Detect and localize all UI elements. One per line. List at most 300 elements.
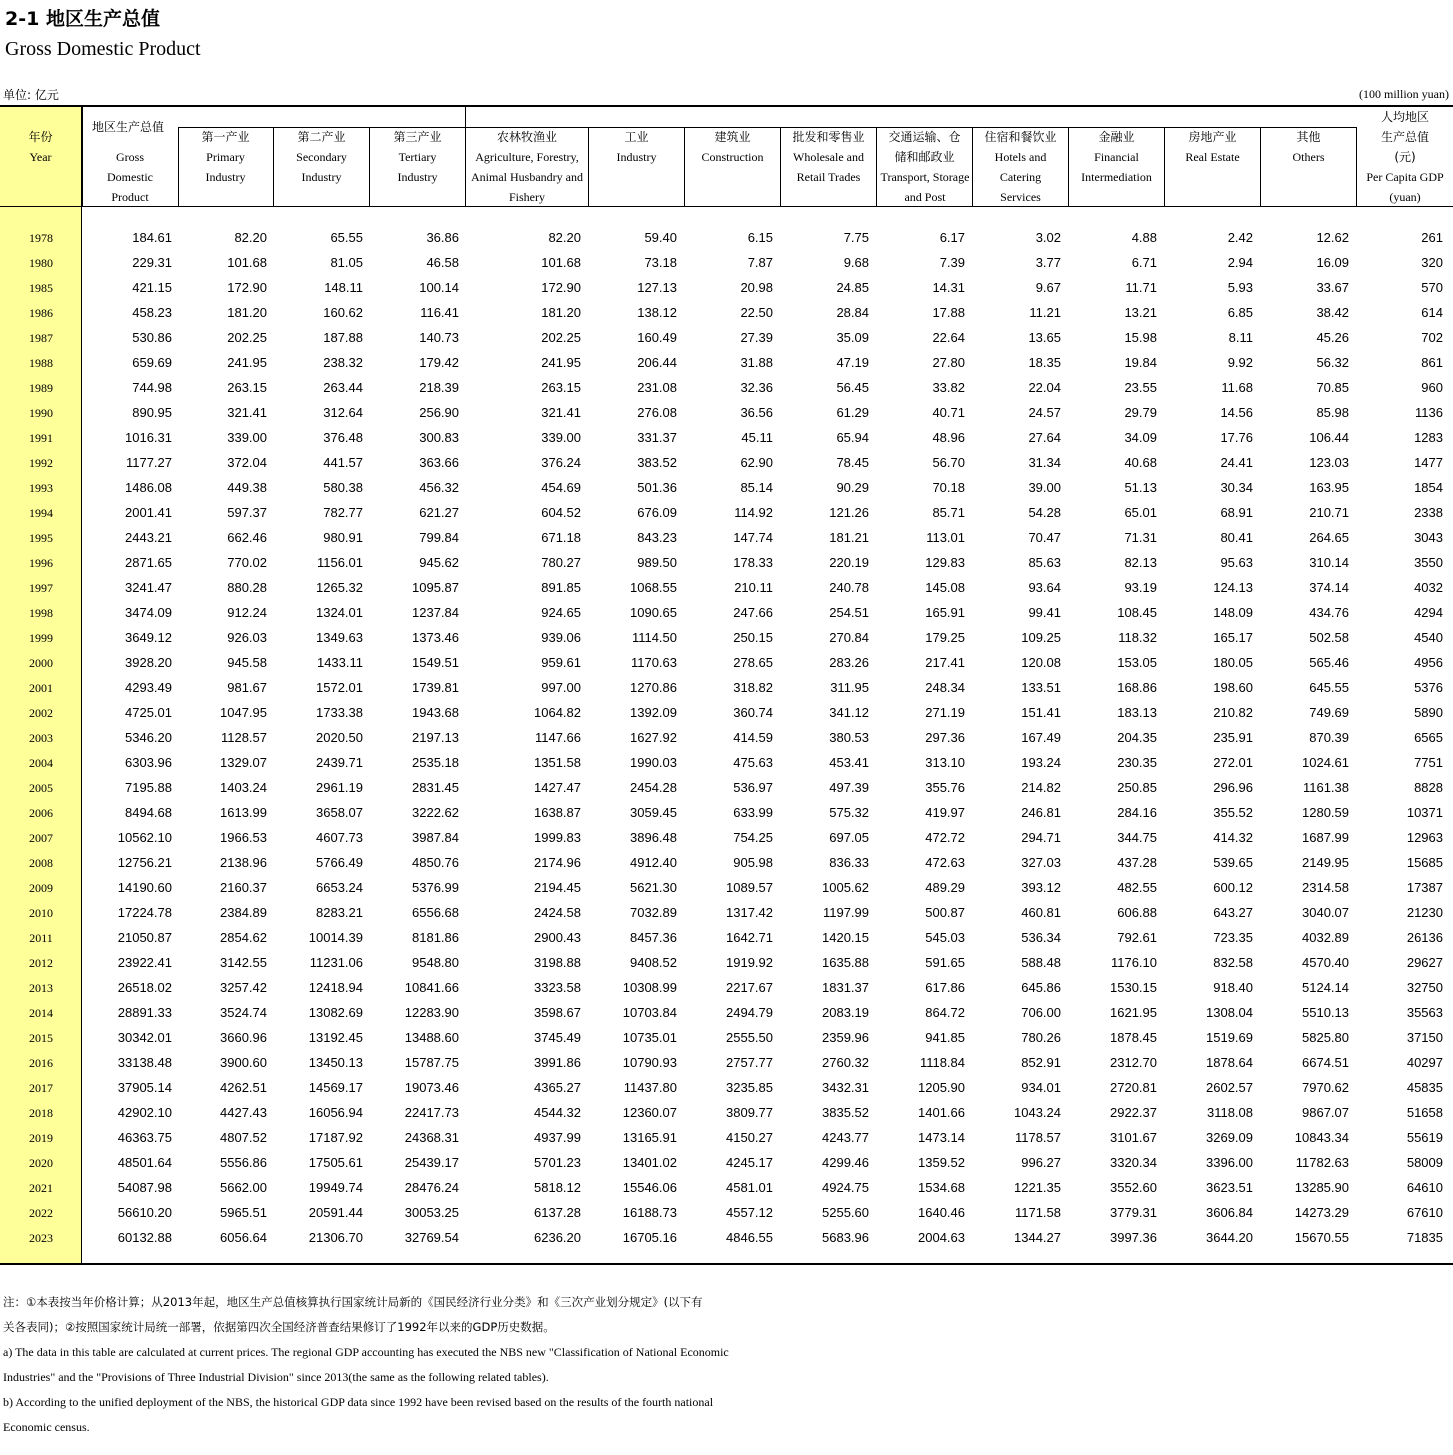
cell-year: 1993 xyxy=(29,481,53,495)
cell-realestate: 3396.00 xyxy=(1206,1155,1253,1170)
cell-percapita: 3550 xyxy=(1414,555,1443,570)
cell-finance: 344.75 xyxy=(1117,830,1157,845)
cell-wholesale: 78.45 xyxy=(836,455,869,470)
cell-primary: 597.37 xyxy=(227,505,267,520)
cell-industry: 1990.03 xyxy=(630,755,677,770)
cell-others: 2314.58 xyxy=(1302,880,1349,895)
cell-transport: 17.88 xyxy=(932,305,965,320)
cell-others: 123.03 xyxy=(1309,455,1349,470)
cell-secondary: 580.38 xyxy=(323,480,363,495)
cell-transport: 2004.63 xyxy=(918,1230,965,1245)
cell-others: 106.44 xyxy=(1309,430,1349,445)
cell-percapita: 51658 xyxy=(1406,1105,1443,1120)
cell-secondary: 10014.39 xyxy=(308,930,363,945)
cell-construction: 6.15 xyxy=(747,230,773,245)
table-row xyxy=(0,601,1453,626)
cell-secondary: 187.88 xyxy=(323,330,363,345)
cell-year: 2022 xyxy=(29,1206,53,1220)
table-row xyxy=(0,476,1453,501)
cell-transport: 70.18 xyxy=(932,480,965,495)
cell-others: 1024.61 xyxy=(1302,755,1349,770)
cell-agri: 604.52 xyxy=(541,505,581,520)
cell-others: 374.14 xyxy=(1309,580,1349,595)
cell-tertiary: 4850.76 xyxy=(412,855,459,870)
cell-finance: 250.85 xyxy=(1117,780,1157,795)
cell-construction: 4846.55 xyxy=(726,1230,773,1245)
cell-construction: 4245.17 xyxy=(726,1155,773,1170)
cell-gdp: 30342.01 xyxy=(117,1030,172,1045)
cell-finance: 2312.70 xyxy=(1110,1055,1157,1070)
cell-others: 15670.55 xyxy=(1294,1230,1349,1245)
cell-percapita: 12963 xyxy=(1406,830,1443,845)
cell-wholesale: 1635.88 xyxy=(822,955,869,970)
cell-percapita: 40297 xyxy=(1406,1055,1443,1070)
cell-construction: 2217.67 xyxy=(726,980,773,995)
unit-label-en: (100 million yuan) xyxy=(1359,87,1449,101)
cell-construction: 1919.92 xyxy=(726,955,773,970)
cell-industry: 10703.84 xyxy=(622,1005,677,1020)
cell-realestate: 8.11 xyxy=(1228,330,1253,345)
cell-gdp: 1486.08 xyxy=(125,480,172,495)
table-row xyxy=(0,1101,1453,1126)
cell-percapita: 2338 xyxy=(1414,505,1443,520)
table-rows xyxy=(0,226,1453,1251)
cell-finance: 1530.15 xyxy=(1110,980,1157,995)
cell-agri: 1351.58 xyxy=(534,755,581,770)
cell-secondary: 1572.01 xyxy=(316,680,363,695)
cell-percapita: 4540 xyxy=(1414,630,1443,645)
cell-construction: 2555.50 xyxy=(726,1030,773,1045)
cell-secondary: 3658.07 xyxy=(316,805,363,820)
cell-percapita: 570 xyxy=(1421,280,1443,295)
cell-agri: 3323.58 xyxy=(534,980,581,995)
cell-construction: 1089.57 xyxy=(726,880,773,895)
cell-hotels: 1171.58 xyxy=(1014,1205,1061,1220)
cell-finance: 168.86 xyxy=(1117,680,1157,695)
header-gdp: 地区生产总值 xyxy=(92,120,165,134)
cell-others: 7970.62 xyxy=(1302,1080,1349,1095)
cell-primary: 880.28 xyxy=(227,580,267,595)
cell-gdp: 458.23 xyxy=(132,305,172,320)
cell-gdp: 421.15 xyxy=(132,280,172,295)
table-row xyxy=(0,726,1453,751)
cell-construction: 536.97 xyxy=(733,780,773,795)
cell-agri: 997.00 xyxy=(541,680,581,695)
cell-year: 2008 xyxy=(29,856,53,870)
cell-industry: 4912.40 xyxy=(630,855,677,870)
cell-finance: 40.68 xyxy=(1124,455,1157,470)
cell-secondary: 13082.69 xyxy=(308,1005,363,1020)
cell-gdp: 54087.98 xyxy=(117,1180,172,1195)
cell-year: 2018 xyxy=(29,1106,53,1120)
cell-year: 2023 xyxy=(29,1231,53,1245)
cell-wholesale: 575.32 xyxy=(829,805,869,820)
cell-others: 2149.95 xyxy=(1302,855,1349,870)
cell-agri: 2900.43 xyxy=(534,930,581,945)
cell-transport: 617.86 xyxy=(925,980,965,995)
cell-others: 4032.89 xyxy=(1302,930,1349,945)
cell-primary: 241.95 xyxy=(227,355,267,370)
table-row xyxy=(0,551,1453,576)
cell-construction: 905.98 xyxy=(733,855,773,870)
cell-year: 2021 xyxy=(29,1181,53,1195)
note-cn-line: 注：①本表按当年价格计算；从2013年起，地区生产总值核算执行国家统计局新的《国民经济行业分类》和《三次产业划分规定》(以下有 xyxy=(3,1295,703,1309)
cell-realestate: 5.93 xyxy=(1227,280,1253,295)
cell-construction: 4557.12 xyxy=(726,1205,773,1220)
table-row xyxy=(0,1201,1453,1226)
cell-gdp: 14190.60 xyxy=(117,880,172,895)
cell-agri: 891.85 xyxy=(541,580,581,595)
cell-agri: 339.00 xyxy=(541,430,581,445)
cell-percapita: 67610 xyxy=(1406,1205,1443,1220)
cell-hotels: 536.34 xyxy=(1021,930,1061,945)
cell-hotels: 39.00 xyxy=(1028,480,1061,495)
cell-tertiary: 6556.68 xyxy=(412,905,459,920)
header-industry: 工业 Industry xyxy=(589,127,685,206)
cell-wholesale: 4924.75 xyxy=(822,1180,869,1195)
cell-tertiary: 1549.51 xyxy=(412,655,459,670)
cell-secondary: 2020.50 xyxy=(316,730,363,745)
cell-hotels: 193.24 xyxy=(1021,755,1061,770)
cell-gdp: 890.95 xyxy=(132,405,172,420)
cell-wholesale: 1420.15 xyxy=(822,930,869,945)
cell-wholesale: 697.05 xyxy=(829,830,869,845)
cell-agri: 6137.28 xyxy=(534,1205,581,1220)
cell-year: 1999 xyxy=(29,631,53,645)
cell-percapita: 261 xyxy=(1421,230,1443,245)
cell-wholesale: 3835.52 xyxy=(822,1105,869,1120)
cell-others: 5825.80 xyxy=(1302,1030,1349,1045)
cell-finance: 82.13 xyxy=(1124,555,1157,570)
unit-label-cn: 单位: 亿元 xyxy=(3,88,59,102)
cell-tertiary: 945.62 xyxy=(419,555,459,570)
cell-agri: 6236.20 xyxy=(534,1230,581,1245)
cell-agri: 4937.99 xyxy=(534,1130,581,1145)
cell-wholesale: 1005.62 xyxy=(822,880,869,895)
cell-hotels: 9.67 xyxy=(1035,280,1061,295)
cell-transport: 271.19 xyxy=(925,705,965,720)
cell-realestate: 180.05 xyxy=(1213,655,1253,670)
cell-transport: 297.36 xyxy=(925,730,965,745)
cell-others: 6674.51 xyxy=(1302,1055,1349,1070)
cell-year: 1985 xyxy=(29,281,53,295)
header-year: 年份 Year xyxy=(0,107,82,206)
header-construction: 建筑业 Construction xyxy=(685,127,781,206)
cell-industry: 1170.63 xyxy=(630,655,677,670)
table-row xyxy=(0,876,1453,901)
cell-wholesale: 4243.77 xyxy=(822,1130,869,1145)
cell-agri: 202.25 xyxy=(541,330,581,345)
note-cn-line: 关各表同)；②按照国家统计局统一部署，依据第四次全国经济普查结果修订了1992年以来的GDP历史数据。 xyxy=(3,1320,555,1334)
cell-transport: 313.10 xyxy=(925,755,965,770)
cell-tertiary: 1739.81 xyxy=(412,680,459,695)
cell-construction: 114.92 xyxy=(734,505,773,520)
cell-finance: 11.71 xyxy=(1125,280,1157,295)
cell-secondary: 6653.24 xyxy=(316,880,363,895)
cell-transport: 1640.46 xyxy=(918,1205,965,1220)
cell-industry: 9408.52 xyxy=(630,955,677,970)
cell-primary: 2138.96 xyxy=(220,855,267,870)
cell-transport: 472.63 xyxy=(925,855,965,870)
cell-realestate: 918.40 xyxy=(1213,980,1253,995)
cell-year: 1998 xyxy=(29,606,53,620)
note-en-line: a) The data in this table are calculated at current prices. The regional GDP accounting has executed the NBS new "Classification of National Economic xyxy=(3,1345,729,1359)
cell-primary: 101.68 xyxy=(227,255,267,270)
cell-primary: 3257.42 xyxy=(220,980,267,995)
cell-gdp: 3928.20 xyxy=(125,655,172,670)
cell-finance: 230.35 xyxy=(1117,755,1157,770)
table-row xyxy=(0,801,1453,826)
cell-agri: 241.95 xyxy=(541,355,581,370)
cell-tertiary: 46.58 xyxy=(426,255,459,270)
cell-transport: 1118.84 xyxy=(919,1055,965,1070)
cell-gdp: 26518.02 xyxy=(117,980,172,995)
cell-primary: 5556.86 xyxy=(220,1155,267,1170)
cell-finance: 606.88 xyxy=(1117,905,1157,920)
cell-tertiary: 1237.84 xyxy=(412,605,459,620)
cell-industry: 276.08 xyxy=(637,405,677,420)
cell-industry: 73.18 xyxy=(644,255,677,270)
cell-hotels: 1043.24 xyxy=(1014,1105,1061,1120)
cell-primary: 2160.37 xyxy=(220,880,267,895)
cell-primary: 82.20 xyxy=(234,230,267,245)
cell-others: 10843.34 xyxy=(1294,1130,1349,1145)
cell-finance: 93.19 xyxy=(1124,580,1157,595)
cell-others: 264.65 xyxy=(1309,530,1349,545)
cell-agri: 82.20 xyxy=(548,230,581,245)
cell-primary: 4807.52 xyxy=(220,1130,267,1145)
cell-wholesale: 24.85 xyxy=(836,280,869,295)
cell-realestate: 539.65 xyxy=(1213,855,1253,870)
cell-wholesale: 497.39 xyxy=(829,780,869,795)
cell-transport: 22.64 xyxy=(932,330,965,345)
cell-construction: 250.15 xyxy=(733,630,773,645)
cell-primary: 2854.62 xyxy=(220,930,267,945)
cell-gdp: 17224.78 xyxy=(117,905,172,920)
cell-percapita: 1854 xyxy=(1414,480,1443,495)
cell-secondary: 65.55 xyxy=(330,230,363,245)
cell-primary: 5662.00 xyxy=(220,1180,267,1195)
cell-realestate: 3644.20 xyxy=(1206,1230,1253,1245)
cell-agri: 3991.86 xyxy=(534,1055,581,1070)
table-row xyxy=(0,501,1453,526)
cell-finance: 792.61 xyxy=(1117,930,1157,945)
cell-gdp: 28891.33 xyxy=(117,1005,172,1020)
cell-construction: 85.14 xyxy=(740,480,773,495)
cell-tertiary: 12283.90 xyxy=(404,1005,459,1020)
cell-industry: 10790.93 xyxy=(622,1055,677,1070)
cell-agri: 780.27 xyxy=(541,555,581,570)
cell-agri: 1638.87 xyxy=(534,805,581,820)
cell-primary: 2384.89 xyxy=(220,905,267,920)
cell-gdp: 6303.96 xyxy=(125,755,172,770)
cell-percapita: 71835 xyxy=(1406,1230,1443,1245)
cell-transport: 85.71 xyxy=(932,505,965,520)
cell-wholesale: 181.21 xyxy=(829,530,869,545)
cell-percapita: 17387 xyxy=(1406,880,1443,895)
table-row xyxy=(0,776,1453,801)
cell-realestate: 1878.64 xyxy=(1206,1055,1253,1070)
cell-finance: 1621.95 xyxy=(1110,1005,1157,1020)
cell-transport: 145.08 xyxy=(925,580,965,595)
cell-finance: 6.71 xyxy=(1131,255,1157,270)
cell-others: 4570.40 xyxy=(1302,955,1349,970)
cell-hotels: 70.47 xyxy=(1028,530,1061,545)
cell-percapita: 7751 xyxy=(1414,755,1443,770)
cell-transport: 941.85 xyxy=(925,1030,965,1045)
cell-wholesale: 283.26 xyxy=(829,655,869,670)
header-realestate: 房地产业 Real Estate xyxy=(1165,127,1261,206)
table-row xyxy=(0,426,1453,451)
cell-wholesale: 7.75 xyxy=(843,230,869,245)
cell-construction: 210.11 xyxy=(734,580,773,595)
cell-realestate: 723.35 xyxy=(1213,930,1253,945)
cell-finance: 153.05 xyxy=(1117,655,1157,670)
cell-secondary: 21306.70 xyxy=(308,1230,363,1245)
cell-agri: 376.24 xyxy=(541,455,581,470)
cell-construction: 4581.01 xyxy=(726,1180,773,1195)
cell-finance: 13.21 xyxy=(1124,305,1157,320)
cell-realestate: 1308.04 xyxy=(1206,1005,1253,1020)
cell-finance: 1176.10 xyxy=(1110,955,1157,970)
cell-others: 12.62 xyxy=(1316,230,1349,245)
cell-year: 1997 xyxy=(29,581,53,595)
table-header xyxy=(0,105,1453,207)
cell-industry: 10735.01 xyxy=(622,1030,677,1045)
cell-construction: 3809.77 xyxy=(726,1105,773,1120)
cell-finance: 71.31 xyxy=(1124,530,1157,545)
cell-agri: 2174.96 xyxy=(534,855,581,870)
header-tertiary: 第三产业 Tertiary Industry xyxy=(370,127,466,206)
cell-realestate: 235.91 xyxy=(1213,730,1253,745)
cell-industry: 1627.92 xyxy=(630,730,677,745)
cell-realestate: 832.58 xyxy=(1213,955,1253,970)
cell-tertiary: 2535.18 xyxy=(412,755,459,770)
cell-gdp: 2871.65 xyxy=(125,555,172,570)
cell-percapita: 10371 xyxy=(1406,805,1443,820)
cell-realestate: 1519.69 xyxy=(1206,1030,1253,1045)
cell-hotels: 93.64 xyxy=(1028,580,1061,595)
cell-others: 13285.90 xyxy=(1294,1180,1349,1195)
cell-primary: 3524.74 xyxy=(220,1005,267,1020)
cell-realestate: 148.09 xyxy=(1213,605,1253,620)
cell-year: 2001 xyxy=(29,681,53,695)
cell-year: 2009 xyxy=(29,881,53,895)
cell-gdp: 5346.20 xyxy=(125,730,172,745)
cell-industry: 127.13 xyxy=(637,280,677,295)
cell-gdp: 659.69 xyxy=(132,355,172,370)
cell-tertiary: 3222.62 xyxy=(412,805,459,820)
cell-construction: 475.63 xyxy=(733,755,773,770)
cell-others: 749.69 xyxy=(1309,705,1349,720)
cell-tertiary: 218.39 xyxy=(419,380,459,395)
cell-tertiary: 1095.87 xyxy=(412,580,459,595)
cell-construction: 36.56 xyxy=(740,405,773,420)
cell-others: 45.26 xyxy=(1316,330,1349,345)
cell-finance: 3101.67 xyxy=(1110,1130,1157,1145)
cell-transport: 129.83 xyxy=(925,555,965,570)
cell-hotels: 246.81 xyxy=(1021,805,1061,820)
cell-transport: 1205.90 xyxy=(918,1080,965,1095)
cell-finance: 34.09 xyxy=(1124,430,1157,445)
table-row xyxy=(0,701,1453,726)
cell-year: 2010 xyxy=(29,906,53,920)
cell-industry: 383.52 xyxy=(637,455,677,470)
cell-secondary: 13450.13 xyxy=(308,1055,363,1070)
cell-percapita: 32750 xyxy=(1406,980,1443,995)
cell-agri: 4365.27 xyxy=(534,1080,581,1095)
cell-secondary: 1265.32 xyxy=(316,580,363,595)
cell-agri: 101.68 xyxy=(541,255,581,270)
cell-transport: 14.31 xyxy=(932,280,965,295)
cell-construction: 247.66 xyxy=(733,605,773,620)
cell-year: 2014 xyxy=(29,1006,53,1020)
cell-agri: 1427.47 xyxy=(534,780,581,795)
cell-hotels: 934.01 xyxy=(1021,1080,1061,1095)
header-gdp-en: Gross Domestic Product xyxy=(107,150,153,204)
page-title-en: Gross Domestic Product xyxy=(5,38,201,60)
table-row xyxy=(0,1176,1453,1201)
cell-gdp: 4293.49 xyxy=(125,680,172,695)
cell-year: 1980 xyxy=(29,256,53,270)
cell-tertiary: 10841.66 xyxy=(404,980,459,995)
cell-hotels: 31.34 xyxy=(1028,455,1061,470)
cell-wholesale: 1197.99 xyxy=(822,905,869,920)
cell-secondary: 20591.44 xyxy=(308,1205,363,1220)
table-row xyxy=(0,526,1453,551)
cell-hotels: 18.35 xyxy=(1028,355,1061,370)
cell-industry: 3896.48 xyxy=(630,830,677,845)
cell-percapita: 702 xyxy=(1421,330,1443,345)
cell-others: 434.76 xyxy=(1309,605,1349,620)
cell-realestate: 2602.57 xyxy=(1206,1080,1253,1095)
cell-tertiary: 140.73 xyxy=(419,330,459,345)
cell-primary: 321.41 xyxy=(227,405,267,420)
note-en-line: Economic census. xyxy=(3,1420,90,1434)
cell-tertiary: 36.86 xyxy=(426,230,459,245)
cell-construction: 7.87 xyxy=(747,255,773,270)
cell-hotels: 460.81 xyxy=(1021,905,1061,920)
cell-secondary: 1324.01 xyxy=(316,605,363,620)
cell-percapita: 4956 xyxy=(1414,655,1443,670)
cell-hotels: 27.64 xyxy=(1028,430,1061,445)
cell-tertiary: 19073.46 xyxy=(404,1080,459,1095)
cell-wholesale: 220.19 xyxy=(829,555,869,570)
cell-finance: 19.84 xyxy=(1124,355,1157,370)
cell-gdp: 10562.10 xyxy=(117,830,172,845)
header-others: 其他 Others xyxy=(1261,127,1357,206)
cell-wholesale: 254.51 xyxy=(829,605,869,620)
cell-realestate: 414.32 xyxy=(1213,830,1253,845)
cell-secondary: 441.57 xyxy=(323,455,363,470)
cell-transport: 7.39 xyxy=(939,255,965,270)
cell-hotels: 3.02 xyxy=(1035,230,1061,245)
cell-realestate: 355.52 xyxy=(1213,805,1253,820)
cell-gdp: 37905.14 xyxy=(117,1080,172,1095)
cell-secondary: 160.62 xyxy=(323,305,363,320)
cell-industry: 1270.86 xyxy=(630,680,677,695)
table-row xyxy=(0,901,1453,926)
cell-industry: 138.12 xyxy=(637,305,677,320)
cell-primary: 263.15 xyxy=(227,380,267,395)
cell-wholesale: 380.53 xyxy=(829,730,869,745)
cell-industry: 59.40 xyxy=(644,230,677,245)
cell-agri: 263.15 xyxy=(541,380,581,395)
cell-construction: 22.50 xyxy=(740,305,773,320)
cell-secondary: 81.05 xyxy=(330,255,363,270)
cell-transport: 489.29 xyxy=(925,880,965,895)
cell-tertiary: 9548.80 xyxy=(412,955,459,970)
